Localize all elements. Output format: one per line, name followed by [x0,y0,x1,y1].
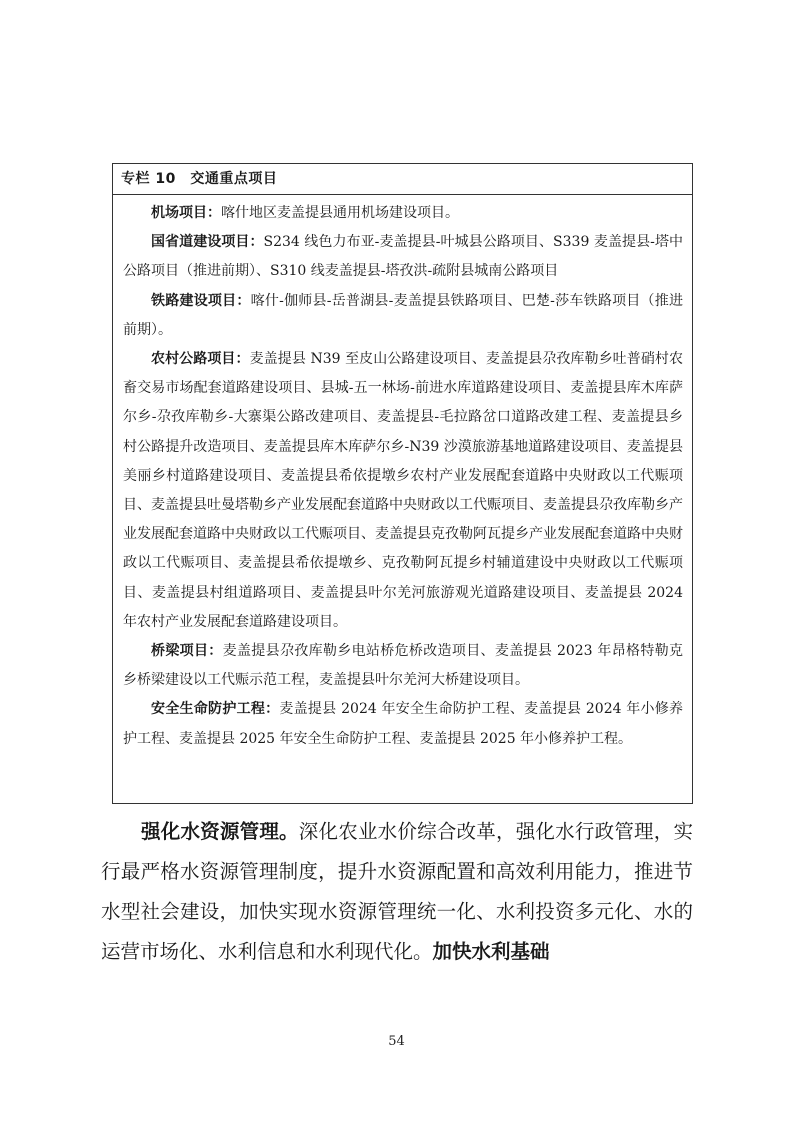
feature-item-bridge [123,637,683,695]
feature-box-title: 专栏 10 交通重点项目 [113,164,692,195]
item-text: 麦盖提县 N39 至皮山公路建设项目、麦盖提县尕孜库勒乡吐普硝村农畜交易市场配套道路建设项目、县城-五一林场-前进水库道路建设项目、麦盖提县库木库萨尔乡-尕孜库勒乡-大寨渠公路改建项目、麦盖提县-毛拉路岔口道路改建工程、麦盖提县乡村公路提升改造项目、麦盖提县库木库萨尔乡-N39 沙漠旅游基地道路建设项目、麦盖提县美丽乡村道路建设项目、麦盖提县希依提墩乡农村产业发展配套道路中央财政以工代赈项目、麦盖提县吐曼塔勒乡产业发展配套道路中央财政以工代赈项目、麦盖提县尕孜库勒乡产业发展配套道路中央财政以工代赈项目、麦盖提县克孜勒阿瓦提乡产业发展配套道路中央财政以工代赈项目、麦盖提县希依提墩乡、克孜勒阿瓦提乡村辅道建设中央财政以工代赈项目、麦盖提县村组道路项目、麦盖提县叶尔羌河旅游观光道路建设项目、麦盖提县 2024 年农村产业发展配套道路建设项目。 [123,351,683,630]
paragraph-text: 深化农业水价综合改革，强化水行政管理，实行最严格水资源管理制度，提升水资源配置和高效利用能力，推进节水型社会建设，加快实现水资源管理统一化、水利投资多元化、水的运营市场化、水利信息和水利现代化。 [101,820,693,963]
item-text: 麦盖提县 2024 年安全生命防护工程、麦盖提县 2024 年小修养护工程、麦盖提县 2025 年安全生命防护工程、麦盖提县 2025 年小修养护工程。 [123,701,684,747]
body-paragraph-container [101,812,693,972]
item-label: 安全生命防护工程： [151,701,280,718]
item-label: 桥梁项目： [151,643,223,660]
page-number: 54 [388,1034,405,1049]
feature-item-rural-road [123,345,683,637]
item-label: 铁路建设项目： [151,292,251,309]
feature-item-national-road [123,228,683,286]
feature-box [112,163,693,804]
body-paragraph [101,812,693,972]
item-text: 麦盖提县尕孜库勒乡电站桥危桥改造项目、麦盖提县 2023 年昂格特勒克乡桥梁建设以工代赈示范工程，麦盖提县叶尔羌河大桥建设项目。 [123,643,683,689]
feature-item-safety [123,695,683,753]
item-text: 喀什地区麦盖提县通用机场建设项目。 [221,205,459,221]
feature-item-airport [123,199,683,228]
paragraph-next-heading: 加快水利基础 [432,940,550,963]
feature-item-railway [123,287,683,345]
item-label: 农村公路项目： [151,351,250,368]
item-label: 机场项目： [151,205,221,221]
feature-box-body [113,195,692,754]
item-text: S234 线色力布亚-麦盖提县-叶城县公路项目、S339 麦盖提县-塔中公路项目（推进前期）、S310 线麦盖提县-塔孜洪-疏附县城南公路项目 [123,234,684,280]
item-label: 国省道建设项目： [151,234,264,251]
paragraph-lead-heading: 强化水资源管理。 [141,820,299,843]
item-text: 喀什-伽师县-岳普湖县-麦盖提县铁路项目、巴楚-莎车铁路项目（推进前期）。 [123,292,684,338]
